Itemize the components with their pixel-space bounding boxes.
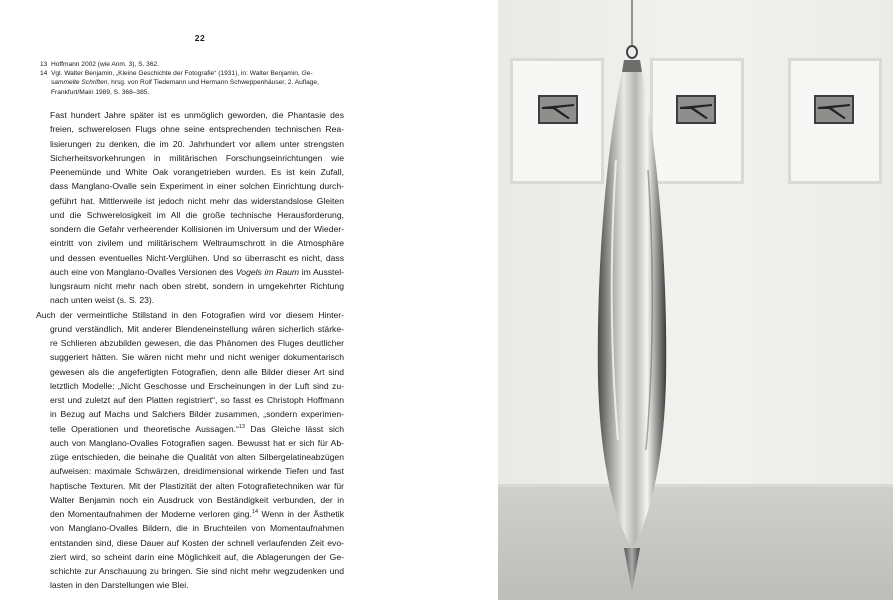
footnote-14 <box>40 69 360 97</box>
text-run: den Momentaufnahmen der Moderne verloren ging. <box>50 509 252 519</box>
footnote-text-part: , hrsg. von Rolf Tiedemann und Hermann Schweppenhäuser, 2. Auflage, <box>107 79 319 87</box>
text-line: Sicherheitsvorkehrungen in militärischen Forschungseinrichtungen wie <box>50 152 344 163</box>
footnote-13 <box>40 60 360 69</box>
gallery-scene <box>498 0 893 600</box>
body-text <box>36 108 344 593</box>
framed-print-center <box>650 58 744 184</box>
text-line: erst und zuletzt auf den Platten registriert“, so fasst es Christoph Hoffmann <box>50 395 344 405</box>
footnote-text <box>51 69 360 97</box>
text-line: sondern die Gefahr verheerender Kollisionen im Universum und der Wieder- <box>50 224 344 234</box>
text-line: ziert wird, so scheint darin eine Möglichkeit auf, die Ablagerungen der Ge- <box>50 551 344 562</box>
text-line: freien, schwerelosen Flugs ohne seine entsprechenden technischen Rea- <box>50 124 344 135</box>
text-line: Auch der vermeintliche Stillstand in den Fotografien wird vor diesem Hinter- <box>36 309 344 320</box>
text-line: züge entschieden, die beinahe die Qualität von alten Silbergelatineabzügen <box>50 452 344 462</box>
text-run: auch eine von Manglano-Ovalles Versionen des <box>50 266 236 277</box>
text-run: Das Gleiche lässt sich <box>244 423 344 434</box>
framed-print-right <box>788 58 882 184</box>
footnote-number: 13 <box>40 61 48 68</box>
footnote-italic-part: sammelte Schriften <box>51 79 108 87</box>
footnote-italic-part: Ge- <box>301 70 313 78</box>
text-line: in Bezug auf Machs und Salchers Bilder zusammen, „sondern experimen- <box>50 409 344 420</box>
text-line: grund verständlich. Mit anderer Blendeneinstellung wären sicherlich stärke- <box>50 323 344 334</box>
text-line: lisierungen zu denken, die im 20. Jahrhundert vor allem unter strengsten <box>50 138 344 149</box>
text-line <box>36 507 344 521</box>
text-line: Fast hundert Jahre später ist es unmöglich geworden, die Phantasie des <box>50 110 344 120</box>
footnote-text: Hoffmann 2002 (wie Anm. 3), S. 362. <box>51 61 160 68</box>
text-line: auch von Manglano-Ovalles Fotografien sagen. Bewusst hat er sich für Ab- <box>50 437 344 448</box>
gallery-photograph <box>498 0 893 600</box>
text-line <box>36 265 344 279</box>
text-line: von Manglano-Ovalles Bildern, die in Bruchteilen von Momentaufnahmen <box>50 523 344 534</box>
footnote-ref-14: 14 <box>251 509 259 515</box>
framed-print-left <box>510 58 604 184</box>
text-line: und die Schwerelosigkeit im All die große technische Herausforderung, <box>50 209 344 220</box>
footnote-text-part: Frankfurt/Main 1989, S. 368–385. <box>51 88 150 96</box>
text-line: lasten in den Darstellungen wie Blei. <box>50 580 189 591</box>
text-line: geführt hat. Mittlerweile ist jedoch nicht mehr das widerstandslose Gleiten <box>50 195 344 206</box>
footnote-ref-13: 13 <box>238 423 245 430</box>
text-line: dass Manglano-Ovalle sein Experiment in einer solchen Einrichtung durch- <box>50 181 344 192</box>
text-line: und dessen eventuelles Nicht-Verglühen. Und so überrascht es nicht, dass <box>50 252 344 263</box>
page-number: 22 <box>194 33 206 43</box>
footnote-number: 14 <box>40 70 48 78</box>
paragraph-1 <box>36 108 344 308</box>
text-line: Peenemünde und White Oak vorangetrieben wurden. Es ist kein Zufall, <box>50 167 344 177</box>
artwork-title: Vogels im Raum <box>235 266 300 277</box>
text-line: entstanden sind, diese Dauer auf Kosten der schnell verlaufenden Zeit evo- <box>50 537 344 548</box>
text-line: aufweisen: maximale Schwärzen, dreidimensional wirkende Tiefen und fast <box>50 466 344 477</box>
text-line: Walter Benjamin noch ein Ausdruck von Beständigkeit verbunden, der in <box>50 494 344 505</box>
text-line: eintritt von zivilem und militärischem Weltraumschrott in die Atmosphäre <box>50 238 344 249</box>
text-line <box>36 422 344 436</box>
text-run: telle Operationen und theoretische Aussagen.“ <box>50 423 239 434</box>
text-run: im Ausstel- <box>299 266 344 277</box>
text-run: Wenn in der Ästhetik <box>258 509 344 519</box>
text-line: schichte zur Anschauung zu bringen. Sie sind nicht mehr wegzudenken und <box>50 566 344 576</box>
footnote-text-part: Vgl. Walter Benjamin, „Kleine Geschichte der Fotografie“ (1931), in: Walter Benjamin, <box>51 70 302 78</box>
footnotes <box>40 60 360 97</box>
text-line: nach unten weist (s. S. 23). <box>50 295 155 306</box>
text-line: letztlich Modelle: „Nicht Geschosse und Erscheinungen in der Luft sind zu- <box>50 380 344 391</box>
paragraph-2 <box>36 308 344 593</box>
text-line: haptische Texturen. Mit der Plastizität der alten Fotografietechniken war für <box>50 480 344 491</box>
text-line: gewesen als die angefertigten Fotografien, denn alle Bilder dieser Art sind <box>50 366 344 377</box>
text-line: lungsraum nicht mehr nach oben strebt, sondern in umgekehrter Richtung <box>50 281 344 291</box>
text-line: re Schlieren abzubilden gewesen, die das Phänomen des Fluges deutlicher <box>50 338 344 348</box>
text-line: suggeriert hätten. Sie wären nicht mehr und nicht weniger dokumentarisch <box>50 352 344 363</box>
